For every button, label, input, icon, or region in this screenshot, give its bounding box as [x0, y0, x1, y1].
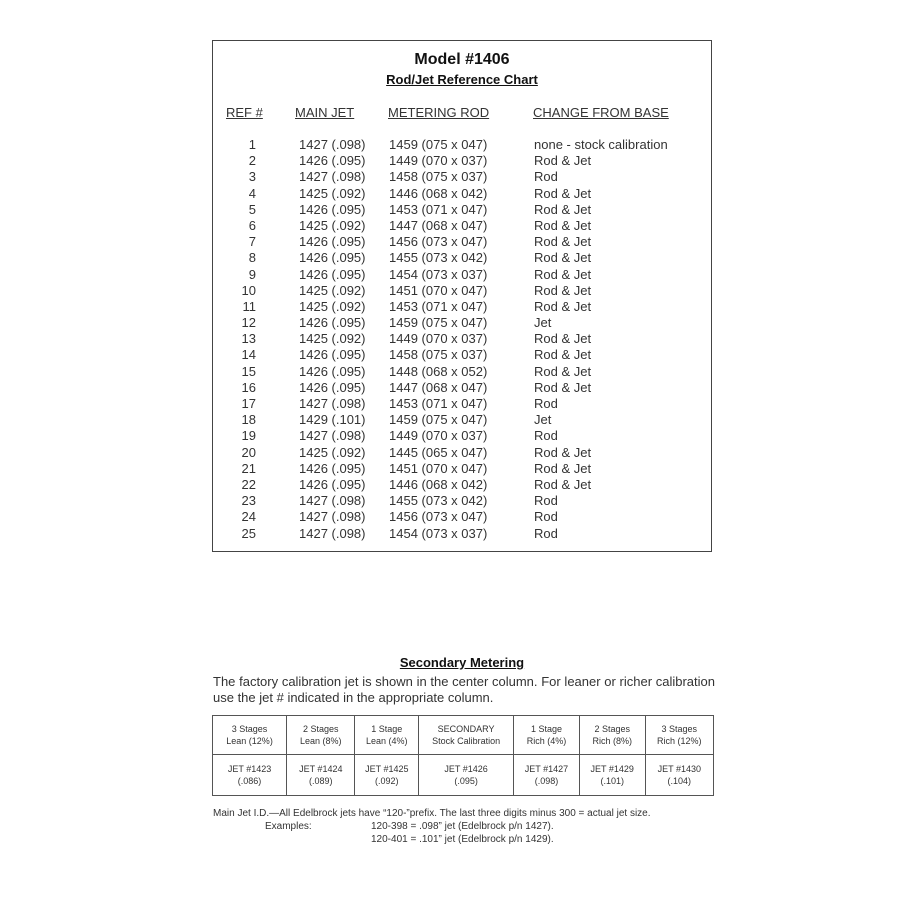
change-cell: Rod & Jet: [534, 217, 592, 233]
table-row: [213, 380, 711, 396]
ref-cell: 18: [241, 412, 256, 428]
change-cell: Rod & Jet: [534, 444, 592, 460]
metering-rod-cell: 1459 (075 x 047): [389, 137, 488, 152]
table-row: [213, 526, 711, 542]
metering-rod-cell: 1449 (070 x 037): [389, 428, 488, 444]
secondary-jet-cell: [645, 755, 713, 796]
secondary-metering-description: The factory calibration jet is shown in the center column. For leaner or richer calibration use the jet # indicated in the appropriate column.: [213, 674, 715, 705]
change-cell: Rod & Jet: [534, 363, 592, 379]
calibration-label: Stock Calibration: [432, 736, 501, 746]
change-cell: Rod & Jet: [534, 185, 592, 201]
secondary-jet-cell: [579, 755, 645, 796]
ref-cell: 22: [241, 476, 256, 492]
metering-rod-cell: 1449 (070 x 037): [389, 331, 488, 347]
table-row: [213, 461, 711, 477]
table-row: [213, 347, 711, 363]
chart-subtitle: Rod/Jet Reference Chart: [386, 72, 538, 87]
main-jet-cell: 1425 (.092): [299, 298, 366, 314]
main-jet-cell: 1426 (.095): [299, 153, 366, 169]
secondary-table-value-row: [213, 755, 714, 796]
ref-cell: 23: [241, 493, 256, 509]
main-jet-cell: 1429 (.101): [299, 412, 366, 428]
table-row: [213, 186, 711, 202]
ref-cell: 4: [248, 185, 256, 201]
footnote-examples-label: Examples:: [265, 821, 312, 832]
metering-rod-cell: 1445 (065 x 047): [389, 444, 488, 460]
secondary-column-header: [419, 716, 514, 755]
metering-rod-cell: 1451 (070 x 047): [389, 460, 488, 476]
metering-rod-cell: 1458 (075 x 037): [389, 169, 488, 185]
metering-rod-cell: 1454 (073 x 037): [389, 525, 488, 541]
jet-size: (.098): [534, 776, 559, 786]
main-jet-cell: 1425 (.092): [299, 444, 366, 460]
main-jet-cell: 1426 (.095): [299, 476, 366, 492]
jet-size: (.095): [454, 776, 478, 786]
footnote-main: Main Jet I.D.—All Edelbrock jets have “120-”prefix. The last three digits minus 300 = actual jet size.: [213, 808, 651, 819]
secondary-column-header: [645, 716, 713, 755]
secondary-jet-cell: [419, 755, 514, 796]
main-jet-cell: 1426 (.095): [299, 363, 366, 379]
table-row: [213, 493, 711, 509]
jet-number: JET #1427: [524, 764, 569, 774]
jet-number: JET #1425: [365, 764, 409, 774]
change-cell: Rod & Jet: [534, 298, 592, 314]
jet-size: (.089): [309, 776, 333, 786]
metering-rod-cell: 1455 (073 x 042): [389, 250, 488, 266]
jet-size: (.101): [600, 776, 624, 786]
ref-cell: 11: [242, 298, 256, 314]
table-row: [213, 396, 711, 412]
change-cell: Rod: [534, 509, 558, 525]
table-row: [213, 428, 711, 444]
main-jet-cell: 1426 (.095): [299, 266, 366, 282]
change-cell: Rod & Jet: [534, 266, 592, 282]
metering-rod-cell: 1453 (071 x 047): [389, 396, 488, 411]
secondary-jet-cell: [355, 755, 419, 796]
jet-number: JET #1429: [590, 764, 634, 774]
main-jet-cell: 1425 (.092): [299, 185, 366, 201]
main-jet-cell: 1426 (.095): [299, 250, 366, 266]
metering-rod-cell: 1456 (073 x 047): [389, 509, 488, 525]
calibration-label: Lean (12%): [226, 736, 273, 746]
main-jet-cell: 1427 (.098): [299, 493, 366, 509]
table-row: [213, 331, 711, 347]
ref-cell: 25: [241, 525, 256, 541]
footnote-example-2: 120-401 = .101” jet (Edelbrock p/n 1429).: [371, 834, 554, 845]
calibration-label: Lean (8%): [300, 736, 342, 746]
secondary-jet-cell: [213, 755, 287, 796]
jet-number: JET #1424: [299, 764, 343, 774]
table-row: [213, 364, 711, 380]
jet-size: (.086): [237, 776, 262, 786]
jet-number: JET #1430: [657, 764, 701, 774]
change-cell: Rod & Jet: [534, 234, 592, 250]
stage-label: 2 Stages: [303, 724, 339, 734]
main-jet-cell: 1425 (.092): [299, 331, 366, 347]
secondary-jet-cell: [514, 755, 580, 796]
main-jet-cell: 1427 (.098): [299, 396, 366, 411]
change-cell: Rod & Jet: [534, 250, 592, 266]
chart-rows: [213, 137, 711, 542]
stage-label: 1 Stage: [371, 724, 403, 734]
main-jet-cell: 1426 (.095): [299, 379, 366, 395]
stage-label: 3 Stages: [661, 724, 698, 734]
change-cell: Rod & Jet: [534, 460, 592, 476]
secondary-column-header: [514, 716, 580, 755]
calibration-label: Rich (4%): [526, 736, 567, 746]
change-cell: Jet: [534, 315, 552, 331]
change-cell: Rod & Jet: [534, 153, 592, 169]
secondary-table-header-row: [213, 716, 714, 755]
change-cell: Rod: [534, 396, 558, 411]
ref-cell: 13: [241, 331, 256, 347]
main-jet-cell: 1426 (.095): [299, 315, 366, 331]
jet-number: JET #1423: [227, 764, 272, 774]
main-jet-cell: 1427 (.098): [299, 509, 366, 525]
stage-label: 2 Stages: [594, 724, 630, 734]
secondary-metering-title: Secondary Metering: [399, 655, 525, 670]
table-row: [213, 153, 711, 169]
change-cell: Rod & Jet: [534, 282, 592, 298]
metering-rod-cell: 1451 (070 x 047): [389, 282, 488, 298]
footnote: [213, 807, 713, 846]
table-row: [213, 315, 711, 331]
ref-cell: 1: [248, 137, 256, 152]
ref-cell: 17: [241, 396, 256, 411]
main-jet-cell: 1427 (.098): [299, 169, 366, 185]
header-change-from-base: CHANGE FROM BASE: [533, 105, 669, 120]
secondary-column-header: [579, 716, 645, 755]
metering-rod-cell: 1448 (068 x 052): [389, 363, 488, 379]
metering-rod-cell: 1456 (073 x 047): [389, 234, 488, 250]
ref-cell: 15: [241, 363, 256, 379]
main-jet-cell: 1426 (.095): [299, 234, 366, 250]
calibration-label: Rich (8%): [592, 736, 632, 746]
table-row: [213, 509, 711, 525]
ref-cell: 5: [248, 201, 256, 217]
ref-cell: 8: [248, 250, 256, 266]
header-metering-rod: METERING ROD: [388, 105, 490, 120]
jet-size: (.092): [375, 776, 399, 786]
footnote-example-1: 120-398 = .098” jet (Edelbrock p/n 1427).: [371, 821, 554, 832]
change-cell: none - stock calibration: [534, 137, 668, 152]
change-cell: Rod & Jet: [534, 379, 592, 395]
secondary-column-header: [213, 716, 287, 755]
main-jet-cell: 1426 (.095): [299, 201, 366, 217]
change-cell: Rod: [534, 525, 558, 541]
metering-rod-cell: 1459 (075 x 047): [389, 315, 488, 331]
metering-rod-cell: 1447 (068 x 047): [389, 217, 488, 233]
header-main-jet: MAIN JET: [295, 105, 355, 120]
change-cell: Rod: [534, 169, 558, 185]
secondary-metering-table: [212, 715, 714, 796]
table-row: [213, 283, 711, 299]
ref-cell: 6: [248, 217, 256, 233]
header-ref: REF #: [226, 105, 263, 120]
jet-number: JET #1426: [444, 764, 488, 774]
ref-cell: 20: [241, 444, 256, 460]
table-row: [213, 412, 711, 428]
jet-size: (.104): [667, 776, 692, 786]
ref-cell: 10: [241, 282, 256, 298]
table-row: [213, 137, 711, 153]
secondary-column-header: [287, 716, 355, 755]
metering-rod-cell: 1453 (071 x 047): [389, 201, 488, 217]
rod-jet-reference-chart: [212, 40, 712, 552]
ref-cell: 16: [241, 379, 256, 395]
change-cell: Rod: [534, 428, 558, 444]
main-jet-cell: 1426 (.095): [299, 460, 366, 476]
secondary-column-header: [355, 716, 419, 755]
ref-cell: 19: [241, 428, 256, 444]
metering-rod-cell: 1455 (073 x 042): [389, 493, 488, 509]
change-cell: Rod & Jet: [534, 476, 592, 492]
change-cell: Rod & Jet: [534, 347, 592, 363]
main-jet-cell: 1425 (.092): [299, 282, 366, 298]
ref-cell: 21: [241, 460, 256, 476]
ref-cell: 14: [241, 347, 256, 363]
ref-cell: 9: [248, 266, 256, 282]
change-cell: Rod & Jet: [534, 331, 592, 347]
table-row: [213, 477, 711, 493]
metering-rod-cell: 1449 (070 x 037): [389, 153, 488, 169]
metering-rod-cell: 1446 (068 x 042): [389, 476, 488, 492]
stage-label: SECONDARY: [437, 724, 495, 734]
table-row: [213, 202, 711, 218]
calibration-label: Rich (12%): [657, 736, 702, 746]
table-row: [213, 267, 711, 283]
secondary-jet-cell: [287, 755, 355, 796]
ref-cell: 2: [248, 153, 256, 169]
ref-cell: 3: [248, 169, 256, 185]
metering-rod-cell: 1446 (068 x 042): [389, 185, 488, 201]
change-cell: Rod & Jet: [534, 201, 592, 217]
change-cell: Rod: [534, 493, 558, 509]
table-row: [213, 445, 711, 461]
main-jet-cell: 1427 (.098): [299, 525, 366, 541]
main-jet-cell: 1427 (.098): [299, 137, 366, 152]
metering-rod-cell: 1454 (073 x 037): [389, 266, 488, 282]
ref-cell: 12: [241, 315, 256, 331]
metering-rod-cell: 1459 (075 x 047): [389, 412, 488, 428]
table-row: [213, 169, 711, 185]
metering-rod-cell: 1447 (068 x 047): [389, 379, 488, 395]
main-jet-cell: 1425 (.092): [299, 217, 366, 233]
main-jet-cell: 1427 (.098): [299, 428, 366, 444]
stage-label: 1 Stage: [530, 724, 562, 734]
ref-cell: 7: [248, 234, 256, 250]
table-row: [213, 234, 711, 250]
ref-cell: 24: [241, 509, 256, 525]
change-cell: Jet: [534, 412, 552, 428]
table-row: [213, 218, 711, 234]
metering-rod-cell: 1458 (075 x 037): [389, 347, 488, 363]
table-row: [213, 250, 711, 266]
main-jet-cell: 1426 (.095): [299, 347, 366, 363]
table-row: [213, 299, 711, 315]
chart-title: Model #1406: [414, 51, 510, 68]
metering-rod-cell: 1453 (071 x 047): [389, 298, 488, 314]
stage-label: 3 Stages: [231, 724, 268, 734]
calibration-label: Lean (4%): [366, 736, 408, 746]
